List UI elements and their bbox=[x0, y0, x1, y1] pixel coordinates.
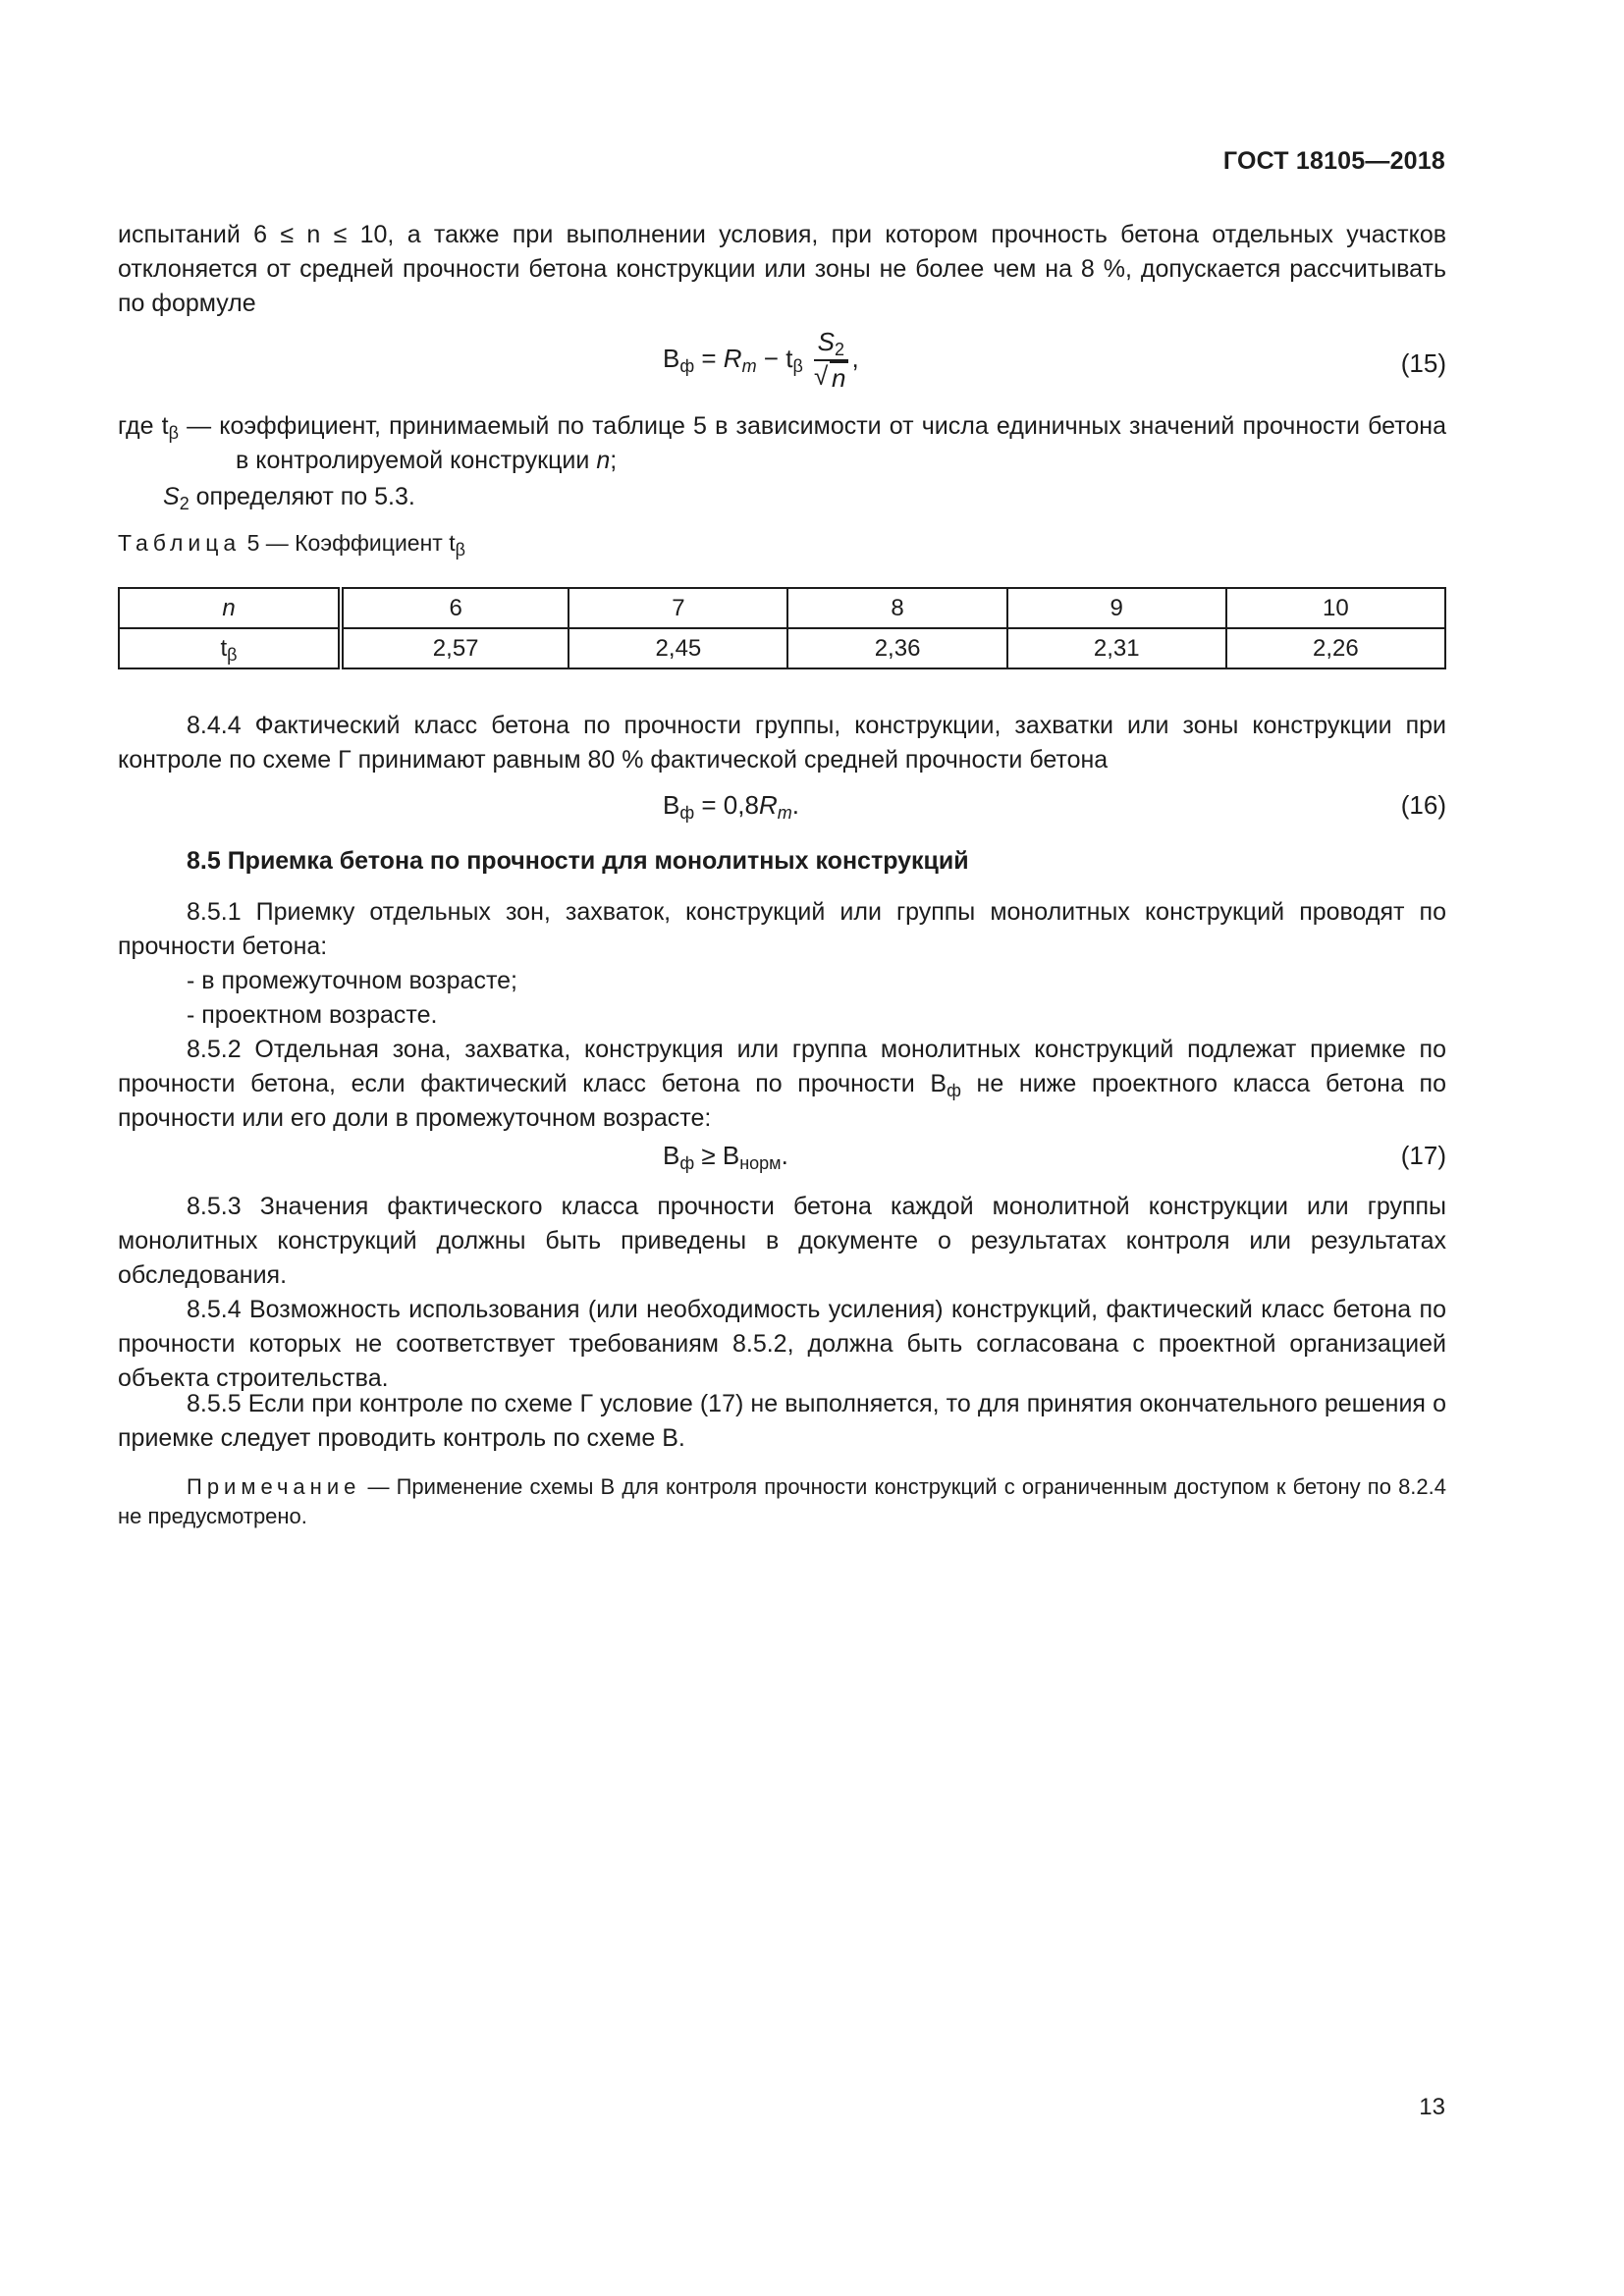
table-cell: 7 bbox=[568, 588, 787, 628]
table-row: $t_\beta$ 2,57 2,45 2,36 2,31 2,26 bbox=[119, 628, 1445, 668]
formula-17-number: (17) bbox=[1400, 1141, 1446, 1170]
paragraph-8-5-4: 8.5.4 Возможность использования (или необходимость усиления) конструкций, фактический класс бетона по прочности которых не соответствует требованиям 8.5.2, должна быть согласована с проектной организацией объекта строительства. bbox=[118, 1296, 1446, 1392]
formula-17 bbox=[118, 1141, 1446, 1180]
sqrt-sign: √ n bbox=[814, 361, 846, 393]
formula-15 bbox=[118, 319, 1446, 407]
formula-15-number: (15) bbox=[1400, 348, 1446, 378]
formula-16-number: (16) bbox=[1400, 790, 1446, 820]
intro-text: испытаний 6 ≤ n ≤ 10, а также при выполнении условия, при котором прочность бетона отдельных участков отклоняется от средней прочности бетона конструкции или зоны не более чем на 8 %, допускается рассчитывать по формуле bbox=[118, 221, 1446, 317]
note: Примечание — Применение схемы В для контроля прочности конструкций с ограниченным доступом к бетону по 8.2.4 не предусмотрено. bbox=[118, 1474, 1446, 1528]
table-5 bbox=[118, 587, 1446, 669]
section-8-5-title: 8.5 Приемка бетона по прочности для монолитных конструкций bbox=[187, 847, 969, 875]
table-cell: 10 bbox=[1226, 588, 1445, 628]
table-cell: 8 bbox=[787, 588, 1006, 628]
table-cell: 2,57 bbox=[341, 628, 568, 668]
table-cell: 2,36 bbox=[787, 628, 1006, 668]
formula-16 bbox=[118, 790, 1446, 829]
list-item: - проектном возрасте. bbox=[187, 1001, 438, 1029]
list-item: - в промежуточном возрасте; bbox=[187, 967, 517, 994]
paragraph-8-5-1: 8.5.1 Приемку отдельных зон, захваток, конструкций или группы монолитных конструкций проводят по прочности бетона: - в промежуточном возрасте; - проектном возрасте. bbox=[118, 895, 1446, 1033]
table-row: n 6 7 8 9 10 bbox=[119, 588, 1445, 628]
paragraph-8-5-3: 8.5.3 Значения фактического класса прочности бетона каждой монолитной конструкции или группы монолитных конструкций должны быть приведены в документе о результатах контроля или результатах обследования. bbox=[118, 1193, 1446, 1289]
where-clause: где $t_\beta$ — коэффициент, принимаемый по таблице 5 в зависимости от числа единичных значений прочности бетона в контролируемой конструкции n; $S_2$ определяют по 5.3. bbox=[118, 412, 1447, 513]
intro-paragraph bbox=[118, 218, 1446, 321]
table-cell: 9 bbox=[1007, 588, 1226, 628]
table-cell: 6 bbox=[341, 588, 568, 628]
table-5-caption: Таблица 5 — Коэффициент $t_\beta$ bbox=[118, 530, 465, 560]
document-id: ГОСТ 18105—2018 bbox=[1222, 147, 1445, 175]
table-cell: 2,45 bbox=[568, 628, 787, 668]
page-number: 13 bbox=[1419, 2094, 1445, 2120]
table-cell: 2,31 bbox=[1007, 628, 1226, 668]
paragraph-8-5-2: 8.5.2 Отдельная зона, захватка, конструкция или группа монолитных конструкций подлежат приемке по прочности бетона, если фактический класс бетона по прочности $В_ф$ не ниже проектного класса бетона по прочности или его доли в промежуточном возрасте: bbox=[118, 1036, 1446, 1132]
table-cell: 2,26 bbox=[1226, 628, 1445, 668]
paragraph-8-4-4: 8.4.4 Фактический класс бетона по прочности группы, конструкции, захватки или зоны конструкции при контроле по схеме Г принимают равным 80 % фактической средней прочности бетона bbox=[118, 712, 1446, 774]
fraction: $S_2$ √ n bbox=[814, 327, 846, 393]
formula-16-expression: $В_ф = 0,8R_m$. bbox=[663, 790, 799, 823]
formula-17-expression: $В_ф \ge В_{норм}$. bbox=[663, 1141, 788, 1173]
paragraph-8-5-5: 8.5.5 Если при контроле по схеме Г условие (17) не выполняется, то для принятия окончательного решения о приемке следует проводить контроль по схеме В. bbox=[118, 1390, 1446, 1452]
formula-15-expression: $В_ф = R_m - t_\beta$ $S_2$ √ n , bbox=[663, 327, 859, 393]
